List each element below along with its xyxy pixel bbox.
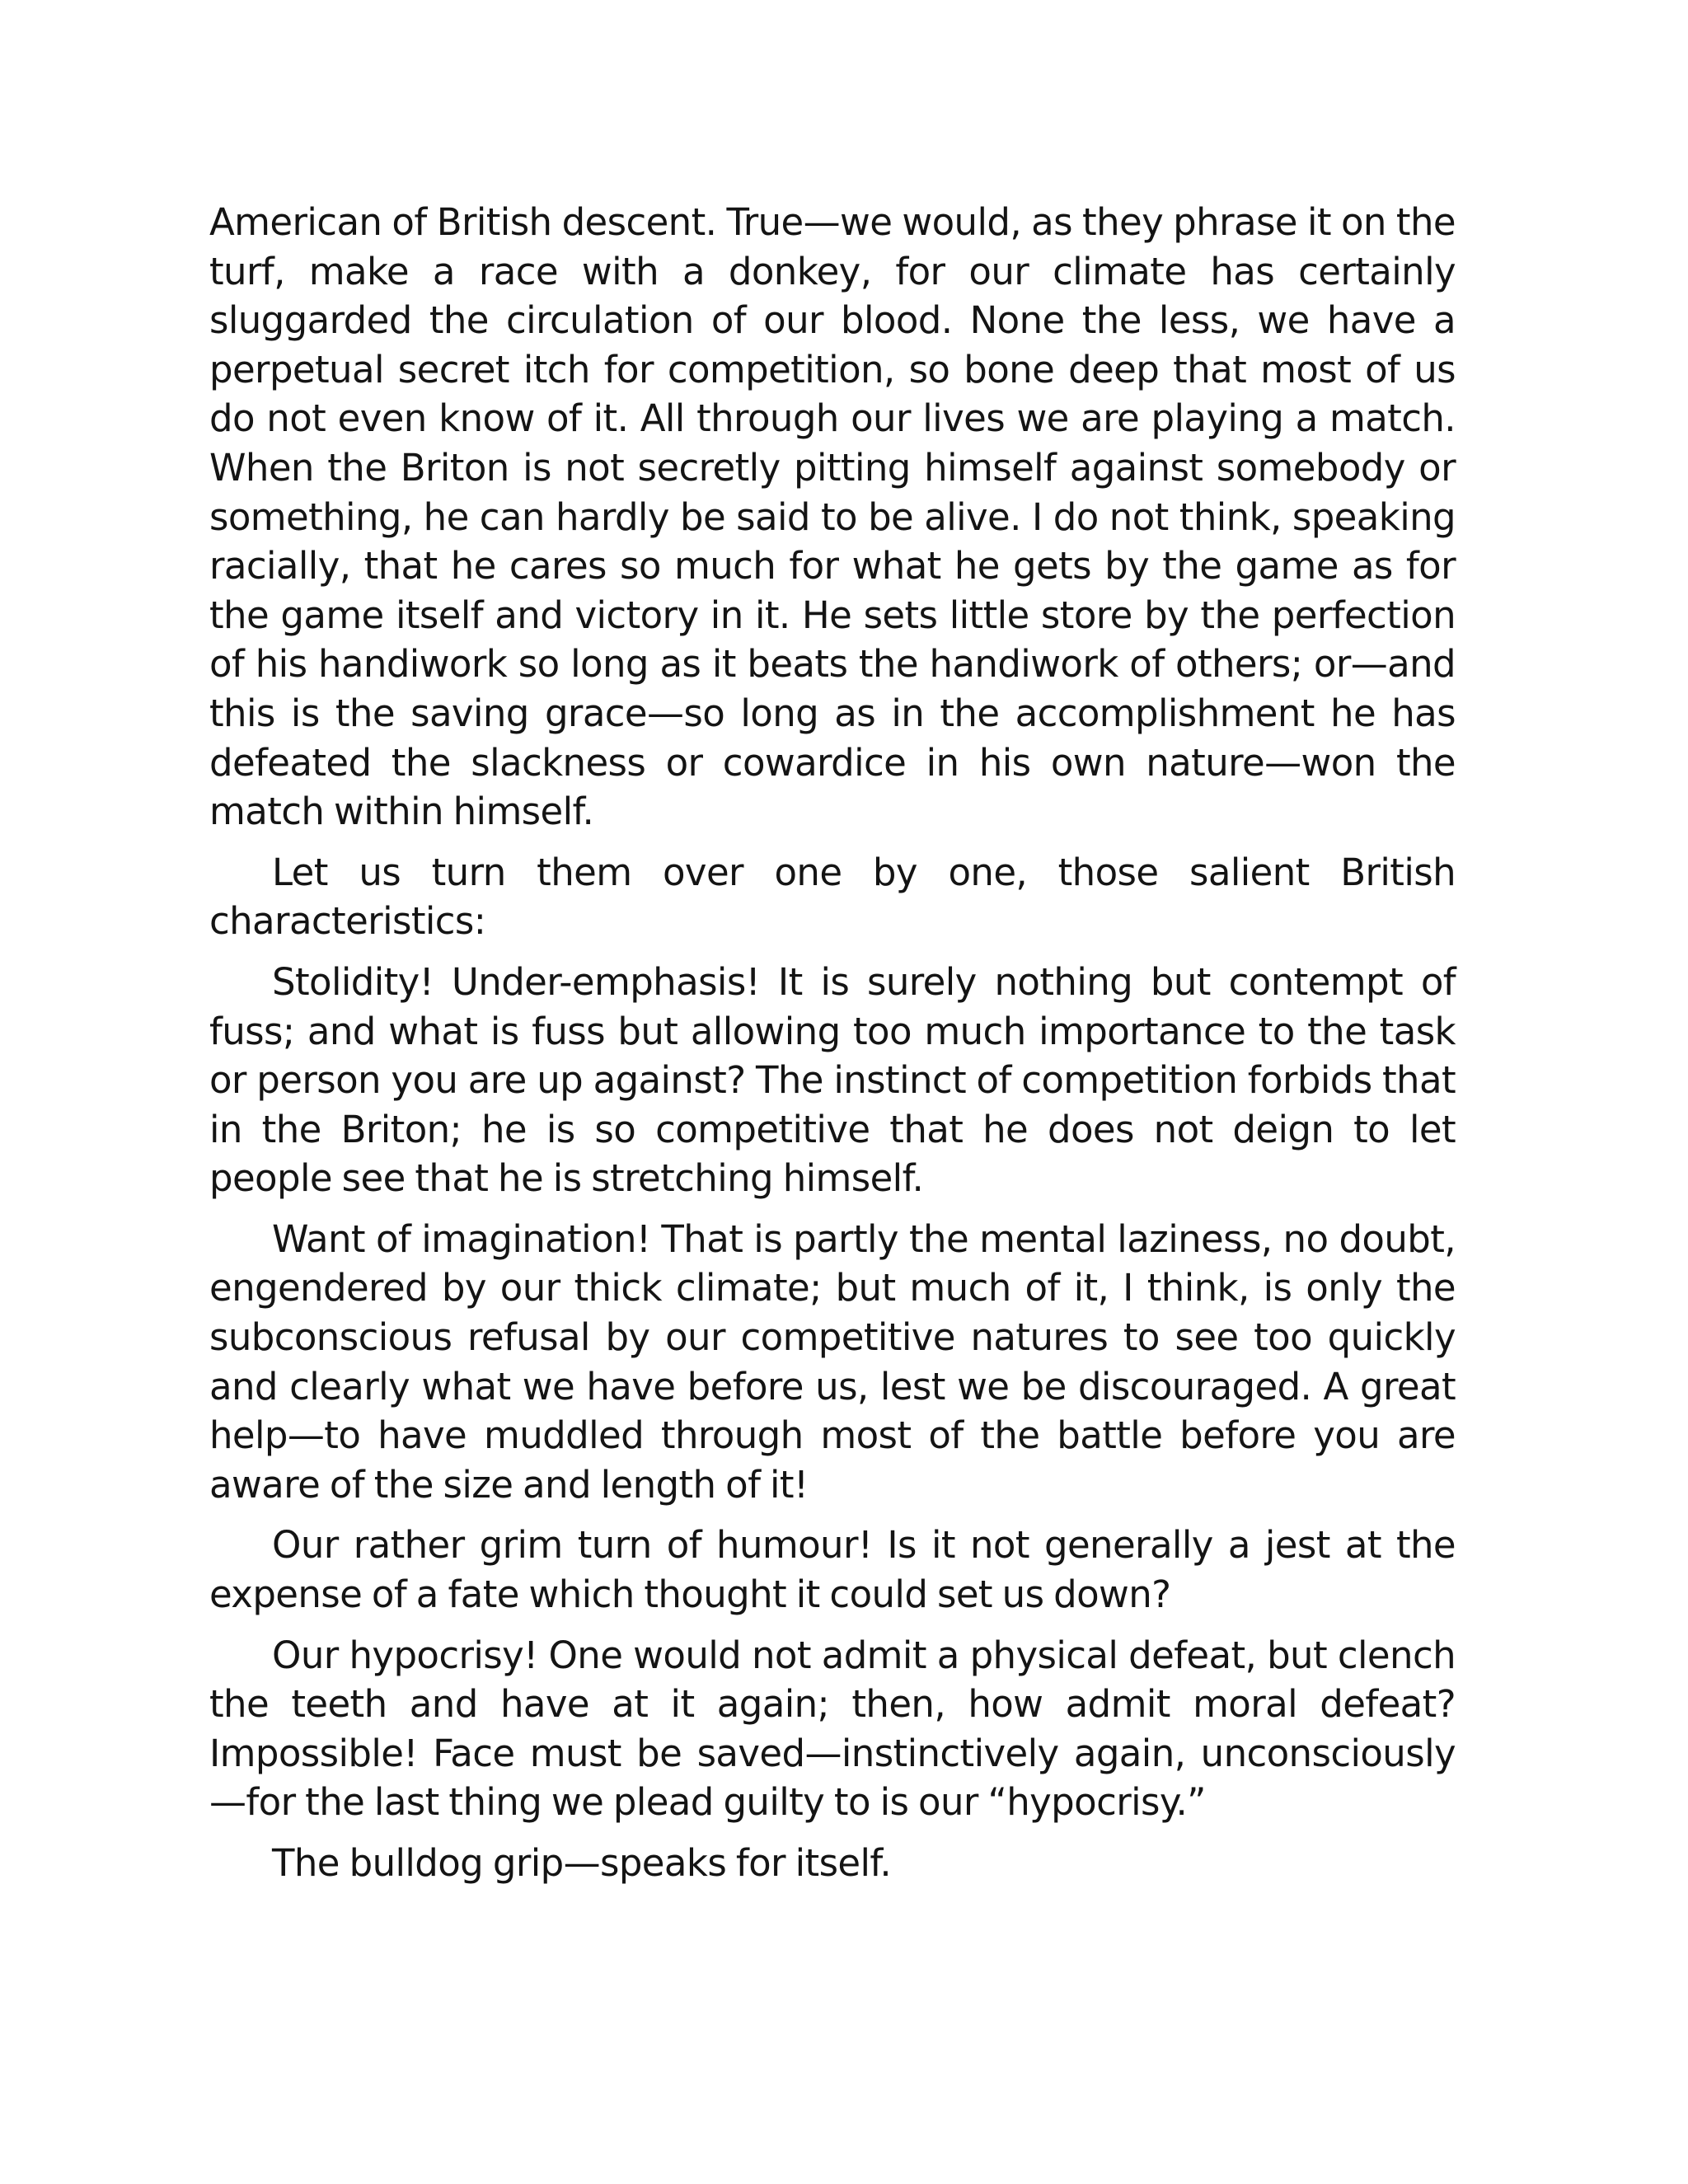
paragraph-characteristics-intro: Let us turn them over one by one, those salient British characteristics: <box>209 850 1456 944</box>
paragraph-hypocrisy: Our hypocrisy! One would not admit a physical defeat, but clench the teeth and have at it again; then, how admit moral defeat? Impossible! Face must be saved—instinctively again, unconsciously—for the last thing we plead guilty to is our “hypocrisy.” <box>209 1633 1456 1825</box>
paragraph-grim-humour: Our rather grim turn of humour! Is it not generally a jest at the expense of a fate which thought it could set us down? <box>209 1523 1456 1617</box>
paragraph-british-descent: American of British descent. True—we would, as they phrase it on the turf, make a race with a donkey, for our climate has certainly sluggarded the circulation of our blood. None the less, we have a perpetual secret itch for competition, so bone deep that most of us do not even know of it. All through our lives we are playing a match. When the Briton is not secretly pitting himself against somebody or something, he can hardly be said to be alive. I do not think, speaking racially, that he cares so much for what he gets by the game as for the game itself and victory in it. He sets little store by the perfection of his handiwork so long as it beats the handiwork of others; or—and this is the saving grace—so long as in the accomplishment he has defeated the slackness or cowardice in his own nature—won the match within himself. <box>209 200 1456 834</box>
paragraph-want-of-imagination: Want of imagination! That is partly the mental laziness, no doubt, engendered by our thick climate; but much of it, I think, is only the subconscious refusal by our competitive natures to see too quickly and clearly what we have before us, lest we be discouraged. A great help—to have muddled through most of the battle before you are aware of the size and length of it! <box>209 1216 1456 1507</box>
document-page <box>209 198 1456 1900</box>
paragraph-stolidity: Stolidity! Under-emphasis! It is surely nothing but contempt of fuss; and what is fuss but allowing too much importance to the task or person you are up against? The instinct of competition forbids that in the Briton; he is so competitive that he does not deign to let people see that he is stretching himself. <box>209 959 1456 1201</box>
paragraph-bulldog-grip: The bulldog grip—speaks for itself. <box>272 1841 892 1885</box>
